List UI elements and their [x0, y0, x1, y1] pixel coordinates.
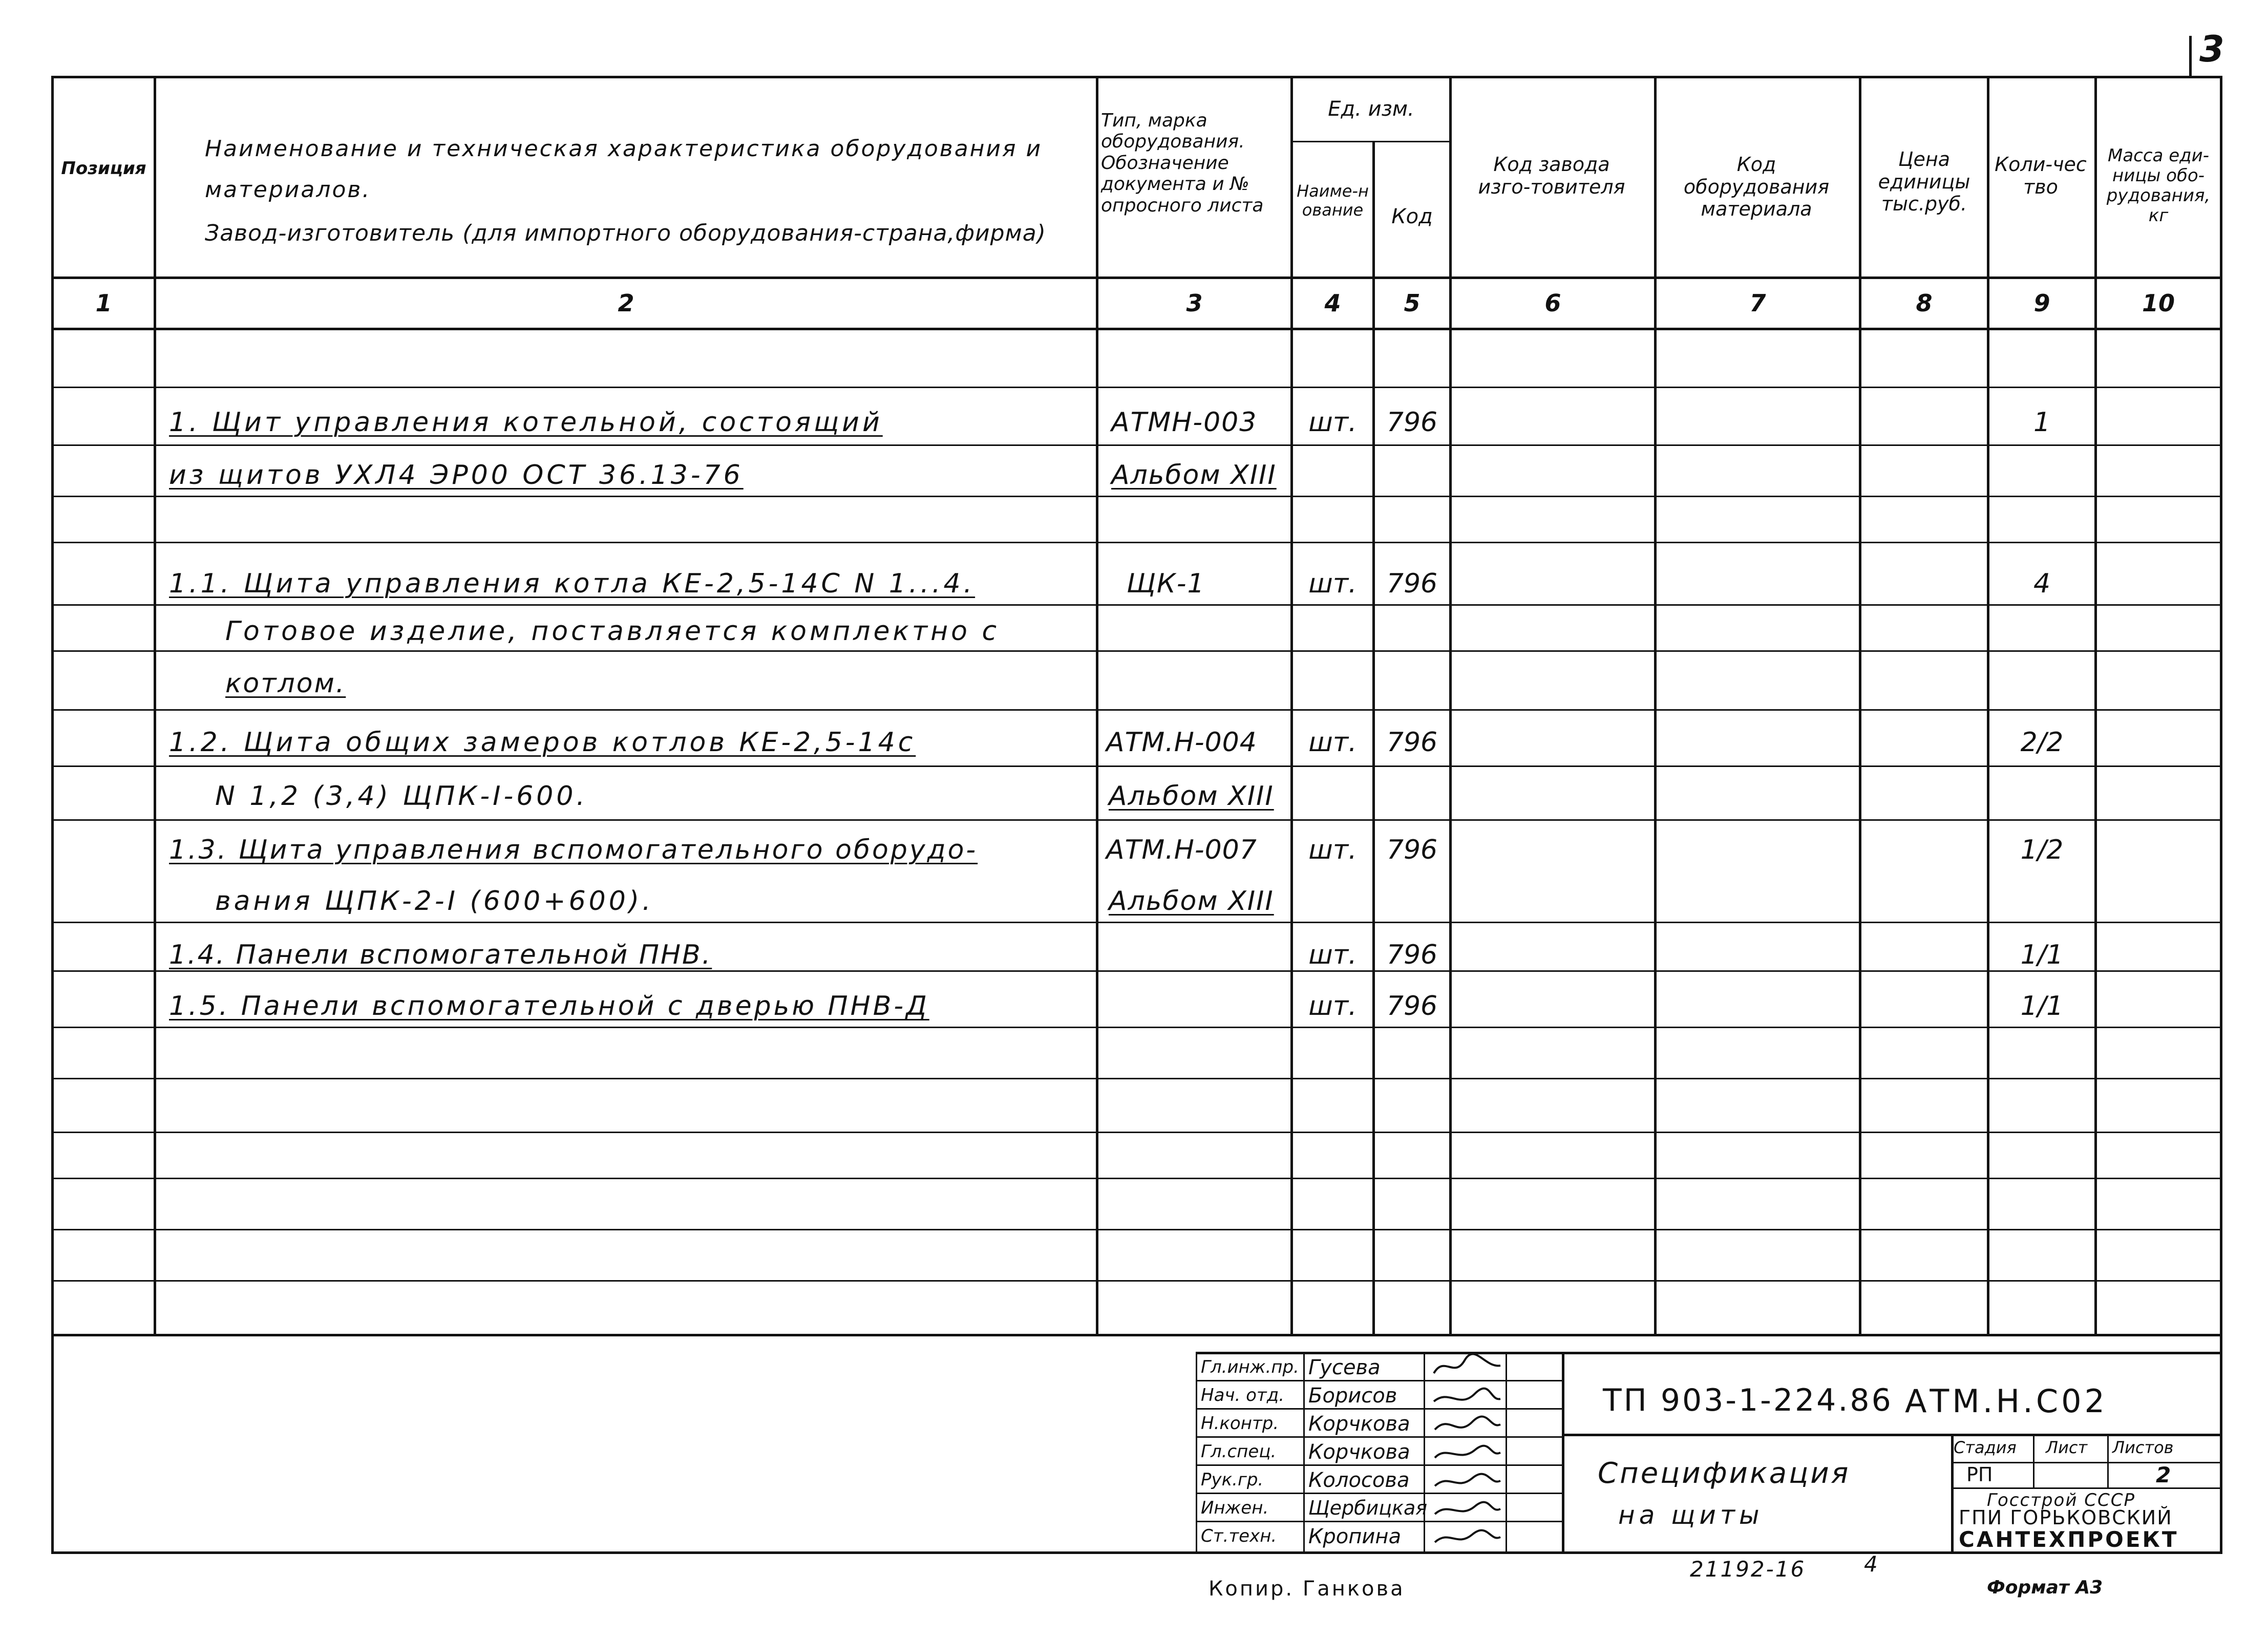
stage-value: РП [1966, 1463, 1993, 1486]
org-line2: ГПИ ГОРЬКОВСКИЙ [1959, 1506, 2173, 1529]
row-type: АТМ.Н-004 [1106, 727, 1257, 758]
row-type: Альбом XIII [1111, 460, 1277, 491]
row-type: Альбом XIII [1109, 781, 1274, 812]
row-type: АТМН-003 [1111, 407, 1258, 438]
row-rule [51, 650, 2222, 652]
colnum-bottom-rule [51, 328, 2222, 330]
row-name: из щитов УХЛ4 ЭР00 ОСТ 36.13-76 [169, 460, 744, 491]
org-line1: Госстрой СССР [1987, 1490, 2135, 1510]
header-quantity: Коли-чество [1995, 153, 2087, 198]
tb-rule [1196, 1436, 1562, 1438]
tb-rule [2033, 1434, 2034, 1487]
tb-rule [1951, 1487, 2220, 1489]
column-number: 5 [1404, 289, 1421, 317]
col-rule [1987, 76, 1989, 1334]
tb-person: Кропина [1308, 1525, 1402, 1548]
header-name-line2: материалов. [205, 177, 371, 203]
row-rule [51, 444, 2222, 446]
col-rule [1290, 76, 1293, 1334]
col-rule [2220, 76, 2222, 1554]
column-number: 4 [1324, 289, 1341, 317]
row-name: 1.3. Щита управления вспомогательного оборудо- [169, 835, 978, 865]
tb-rule [1562, 1434, 2220, 1436]
format-label: Формат А3 [1987, 1577, 2103, 1598]
row-qty: 1 [2033, 407, 2051, 438]
row-unit: шт. [1308, 835, 1357, 865]
row-code: 796 [1386, 407, 1438, 438]
tb-role: Гл.инж.пр. [1201, 1357, 1299, 1377]
header-type: Тип, марка оборудования. Обозначение документа и № опросного листа [1101, 110, 1264, 216]
doc-title-line1: Спецификация [1598, 1457, 1851, 1490]
tb-person: Корчкова [1308, 1440, 1410, 1464]
tb-role: Гл.спец. [1201, 1441, 1277, 1462]
col-rule [154, 76, 156, 1334]
row-rule [51, 819, 2222, 821]
tb-rule [1196, 1493, 1562, 1494]
tb-person: Корчкова [1308, 1412, 1410, 1436]
tb-role: Инжен. [1201, 1498, 1269, 1518]
header-factory-code: Код завода изго-товителя [1478, 153, 1625, 198]
footer-sheet-number: 4 [1864, 1551, 1878, 1577]
header-unit-code: Код [1391, 205, 1433, 228]
row-rule [51, 1132, 2222, 1133]
sheets-label: Листов [2112, 1438, 2174, 1457]
doc-code: ТП 903-1-224.86 [1603, 1382, 1893, 1418]
row-rule [51, 1178, 2222, 1179]
tb-role: Н.контр. [1201, 1413, 1279, 1434]
row-rule [51, 1280, 2222, 1282]
row-type: Альбом XIII [1109, 886, 1274, 917]
row-qty: 2/2 [2020, 727, 2064, 758]
tb-rule [1196, 1408, 1562, 1410]
copy-label: Копир. Ганкова [1209, 1577, 1405, 1601]
page-number: 3 [2199, 28, 2224, 70]
row-type: ЩК-1 [1127, 568, 1205, 599]
row-type: АТМ.Н-007 [1106, 835, 1257, 865]
tb-person: Колосова [1308, 1468, 1410, 1492]
row-qty: 1/1 [2020, 940, 2064, 970]
row-unit: шт. [1308, 727, 1357, 758]
row-unit: шт. [1308, 568, 1357, 599]
tb-rule [1196, 1521, 1562, 1522]
sheet-bottom-rule [51, 1551, 2222, 1554]
row-unit: шт. [1308, 991, 1357, 1021]
tb-person: Борисов [1308, 1384, 1397, 1408]
stage-label: Стадия [1954, 1438, 2017, 1457]
header-name-line3: Завод-изготовитель (для импортного оборудования-страна,фирма) [205, 220, 1046, 246]
row-rule [51, 922, 2222, 923]
row-code: 796 [1386, 835, 1438, 865]
row-name: 1.4. Панели вспомогательной ПНВ. [169, 940, 712, 970]
column-number: 3 [1186, 289, 1203, 317]
row-name: 1. Щит управления котельной, состоящий [169, 407, 883, 438]
row-rule [51, 1078, 2222, 1079]
column-number: 1 [95, 289, 112, 317]
row-rule [51, 1027, 2222, 1028]
tb-role: Рук.гр. [1201, 1470, 1264, 1490]
row-rule [51, 387, 2222, 388]
column-number: 6 [1544, 289, 1561, 317]
sheet-label: Лист [2046, 1438, 2088, 1457]
column-number: 8 [1916, 289, 1933, 317]
col-rule [2094, 76, 2097, 1334]
header-position: Позиция [61, 158, 146, 179]
tb-rule [1196, 1380, 1562, 1381]
unit-group-rule [1290, 141, 1449, 142]
row-qty: 1/1 [2020, 991, 2064, 1021]
row-code: 796 [1386, 568, 1438, 599]
col-rule [1654, 76, 1657, 1334]
col-rule [1449, 76, 1452, 1334]
tb-rule [1196, 1464, 1562, 1466]
col-rule [1859, 76, 1861, 1334]
column-number: 10 [2142, 289, 2175, 317]
row-qty: 4 [2033, 568, 2051, 599]
page-number-tick [2189, 36, 2192, 77]
tb-person: Гусева [1308, 1356, 1381, 1379]
row-code: 796 [1386, 991, 1438, 1021]
row-rule [51, 709, 2222, 711]
inventory-number: 21192-16 [1690, 1557, 1806, 1582]
column-number: 2 [618, 289, 634, 317]
doc-title-line2: на щиты [1618, 1500, 1764, 1530]
row-name: 1.2. Щита общих замеров котлов КЕ-2,5-14с [169, 727, 916, 758]
row-name: N 1,2 (3,4) ЩПК-I-600. [215, 781, 588, 812]
column-number: 9 [2033, 289, 2050, 317]
header-price: Цена единицы тыс.руб. [1878, 148, 1970, 216]
header-bottom-rule [51, 276, 2222, 279]
row-name: 1.1. Щита управления котла КЕ-2,5-14С N 1...4. [169, 568, 976, 599]
tb-role: Ст.техн. [1201, 1526, 1277, 1546]
row-name: котлом. [225, 668, 346, 699]
row-name: 1.5. Панели вспомогательной с дверью ПНВ-Д [169, 991, 929, 1021]
row-rule [51, 970, 2222, 972]
row-rule [51, 604, 2222, 606]
org-line3: САНТЕХПРОЕКТ [1959, 1527, 2179, 1552]
tb-person: Щербицкая [1308, 1497, 1428, 1519]
row-qty: 1/2 [2020, 835, 2064, 865]
table-bottom-rule [51, 1334, 2222, 1336]
tb-rule [1196, 1352, 2220, 1354]
tb-rule [1562, 1352, 1564, 1551]
row-code: 796 [1386, 727, 1438, 758]
tb-role: Нач. отд. [1201, 1385, 1285, 1406]
sheets-value: 2 [2156, 1462, 2171, 1487]
row-code: 796 [1386, 940, 1438, 970]
header-unit-name: Наиме-нование [1297, 181, 1369, 220]
row-unit: шт. [1308, 940, 1357, 970]
row-rule [51, 542, 2222, 543]
row-unit: шт. [1308, 407, 1357, 438]
header-equipment-code: Код оборудования материала [1683, 153, 1830, 221]
header-unit-group: Ед. изм. [1328, 97, 1414, 121]
signatures [1429, 1353, 1506, 1550]
header-mass: Масса еди-ницы обо-рудования, кг [2106, 145, 2211, 226]
row-rule [51, 765, 2222, 767]
col-rule [1096, 76, 1098, 1334]
row-name: вания ЩПК-2-I (600+600). [215, 886, 654, 917]
table-top-rule [51, 76, 2222, 78]
row-name: Готовое изделие, поставляется комплектно с [225, 616, 1000, 647]
row-rule [51, 496, 2222, 497]
header-name-line1: Наименование и техническая характеристика оборудования и [205, 136, 1043, 162]
tb-rule [2107, 1434, 2109, 1487]
doc-mark: АТМ.Н.С02 [1905, 1382, 2108, 1420]
column-number: 7 [1749, 289, 1766, 317]
row-rule [51, 1229, 2222, 1230]
